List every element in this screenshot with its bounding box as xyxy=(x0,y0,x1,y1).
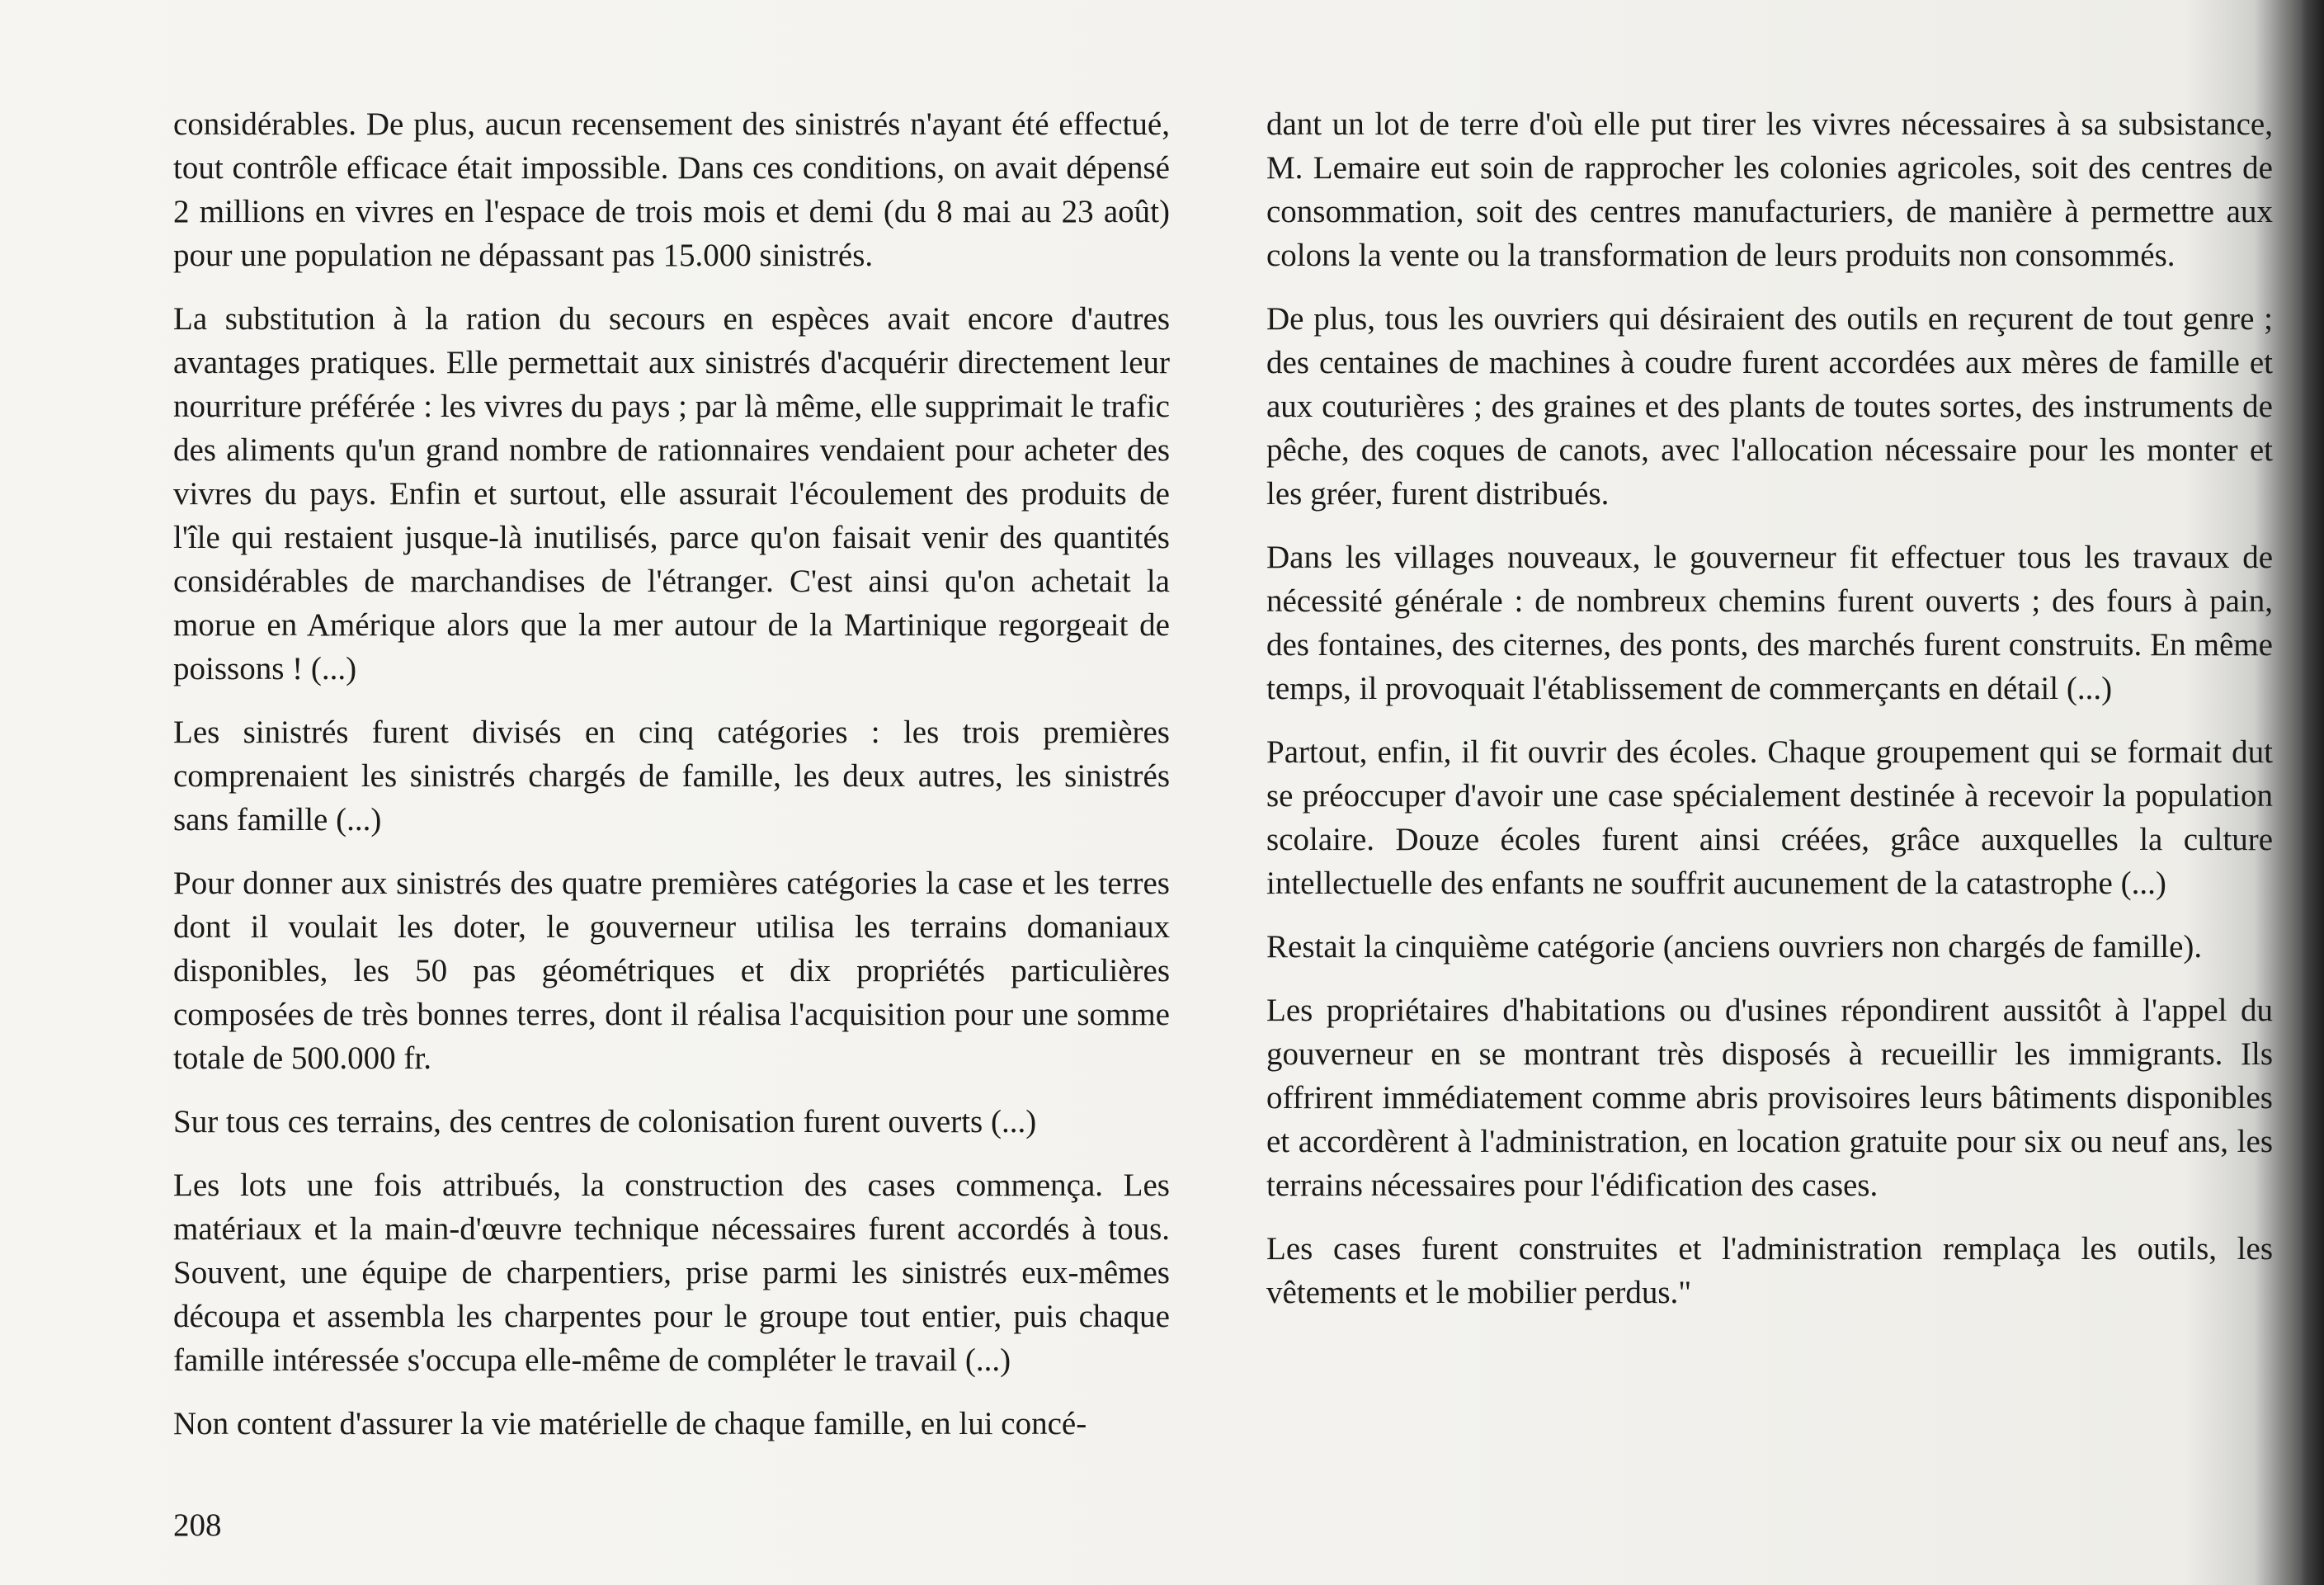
paragraph: Pour donner aux sinistrés des quatre premières catégories la case et les terres dont il voulait les doter, le gouverneur utilisa les terrains domaniaux disponibles, les 50 pas géométriques et dix propriétés particulières composées de très bonnes terres, dont il réalisa l'acquisition pour une somme totale de 500.000 fr. xyxy=(173,866,1170,1076)
paragraph: Les lots une fois attribués, la construction des cases commença. Les matériaux et la main-d'œuvre technique nécessaires furent accordés à tous. Souvent, une équipe de charpentiers, prise parmi les sinistrés eux-mêmes découpa et assembla les charpentes pour le groupe tout entier, puis chaque famille intéressée s'occupa elle-même de compléter le travail (...) xyxy=(173,1168,1170,1378)
paragraph: considérables. De plus, aucun recensement des sinistrés n'ayant été effectué, tout contrôle efficace était impossible. Dans ces conditions, on avait dépensé 2 millions en vivres en l'espace de trois mois et demi (du 8 mai au 23 août) pour une population ne dépassant pas 15.000 sinistrés. xyxy=(173,106,1170,273)
book-spine-shadow xyxy=(2301,0,2324,1585)
paragraph: Sur tous ces terrains, des centres de colonisation furent ouverts (...) xyxy=(173,1104,1037,1139)
paragraph: Partout, enfin, il fit ouvrir des écoles. Chaque groupement qui se formait dut se préoccuper d'avoir une case spécialement destinée à recevoir la population scolaire. Douze écoles furent ainsi créées, grâce auxquelles la culture intellectuelle des enfants ne souffrit aucunement de la catastrophe (...) xyxy=(1266,734,2273,901)
paragraph: Les sinistrés furent divisés en cinq catégories : les trois premières comprenaient les sinistrés chargés de famille, les deux autres, les sinistrés sans famille (...) xyxy=(173,715,1170,837)
paragraph: Dans les villages nouveaux, le gouverneur fit effectuer tous les travaux de nécessité générale : de nombreux chemins furent ouverts ; des fours à pain, des fontaines, des citernes, des ponts, des marchés furent construits. En même temps, il provoquait l'établissement de commerçants en détail (...) xyxy=(1266,540,2273,706)
right-text-column xyxy=(1266,102,2273,1334)
paragraph: Les cases furent construites et l'administration remplaça les outils, les vêtements et le mobilier perdus." xyxy=(1266,1231,2273,1310)
paragraph: La substitution à la ration du secours en espèces avait encore d'autres avantages pratiques. Elle permettait aux sinistrés d'acquérir directement leur nourriture préférée : les vivres du pays ; par là même, elle supprimait le trafic des aliments qu'un grand nombre de rationnaires vendaient pour acheter des vivres du pays. Enfin et surtout, elle assurait l'écoulement des produits de l'île qui restaient jusque-là inutilisés, parce qu'on faisait venir des quantités considérables de marchandises de l'étranger. C'est ainsi qu'on achetait la morue en Amérique alors que la mer autour de la Martinique regorgeait de poissons ! (...) xyxy=(173,301,1170,686)
paragraph: Les propriétaires d'habitations ou d'usines répondirent aussitôt à l'appel du gouverneur en se montrant très disposés à recueillir les immigrants. Ils offrirent immédiatement comme abris provisoires leurs bâtiments disponibles et accordèrent à l'administration, en location gratuite pour six ou neuf ans, les terrains nécessaires pour l'édification des cases. xyxy=(1266,993,2273,1203)
paragraph: Restait la cinquième catégorie (anciens ouvriers non chargés de famille). xyxy=(1266,929,2203,965)
paragraph: Non content d'assurer la vie matérielle de chaque famille, en lui concé- xyxy=(173,1406,1087,1441)
paragraph: De plus, tous les ouvriers qui désiraient des outils en reçurent de tout genre ; des centaines de machines à coudre furent accordées aux mères de famille et aux couturières ; des graines et des plants de toutes sortes, des instruments de pêche, des coques de canots, avec l'allocation nécessaire pour les monter et les gréer, furent distribués. xyxy=(1266,301,2273,512)
paragraph: dant un lot de terre d'où elle put tirer les vivres nécessaires à sa subsistance, M. Lemaire eut soin de rapprocher les colonies agricoles, soit des centres de consommation, soit des centres manufacturiers, de manière à permettre aux colons la vente ou la transformation de leurs produits non consommés. xyxy=(1266,106,2273,273)
left-text-column xyxy=(173,102,1170,1465)
page-number: 208 xyxy=(173,1507,222,1543)
